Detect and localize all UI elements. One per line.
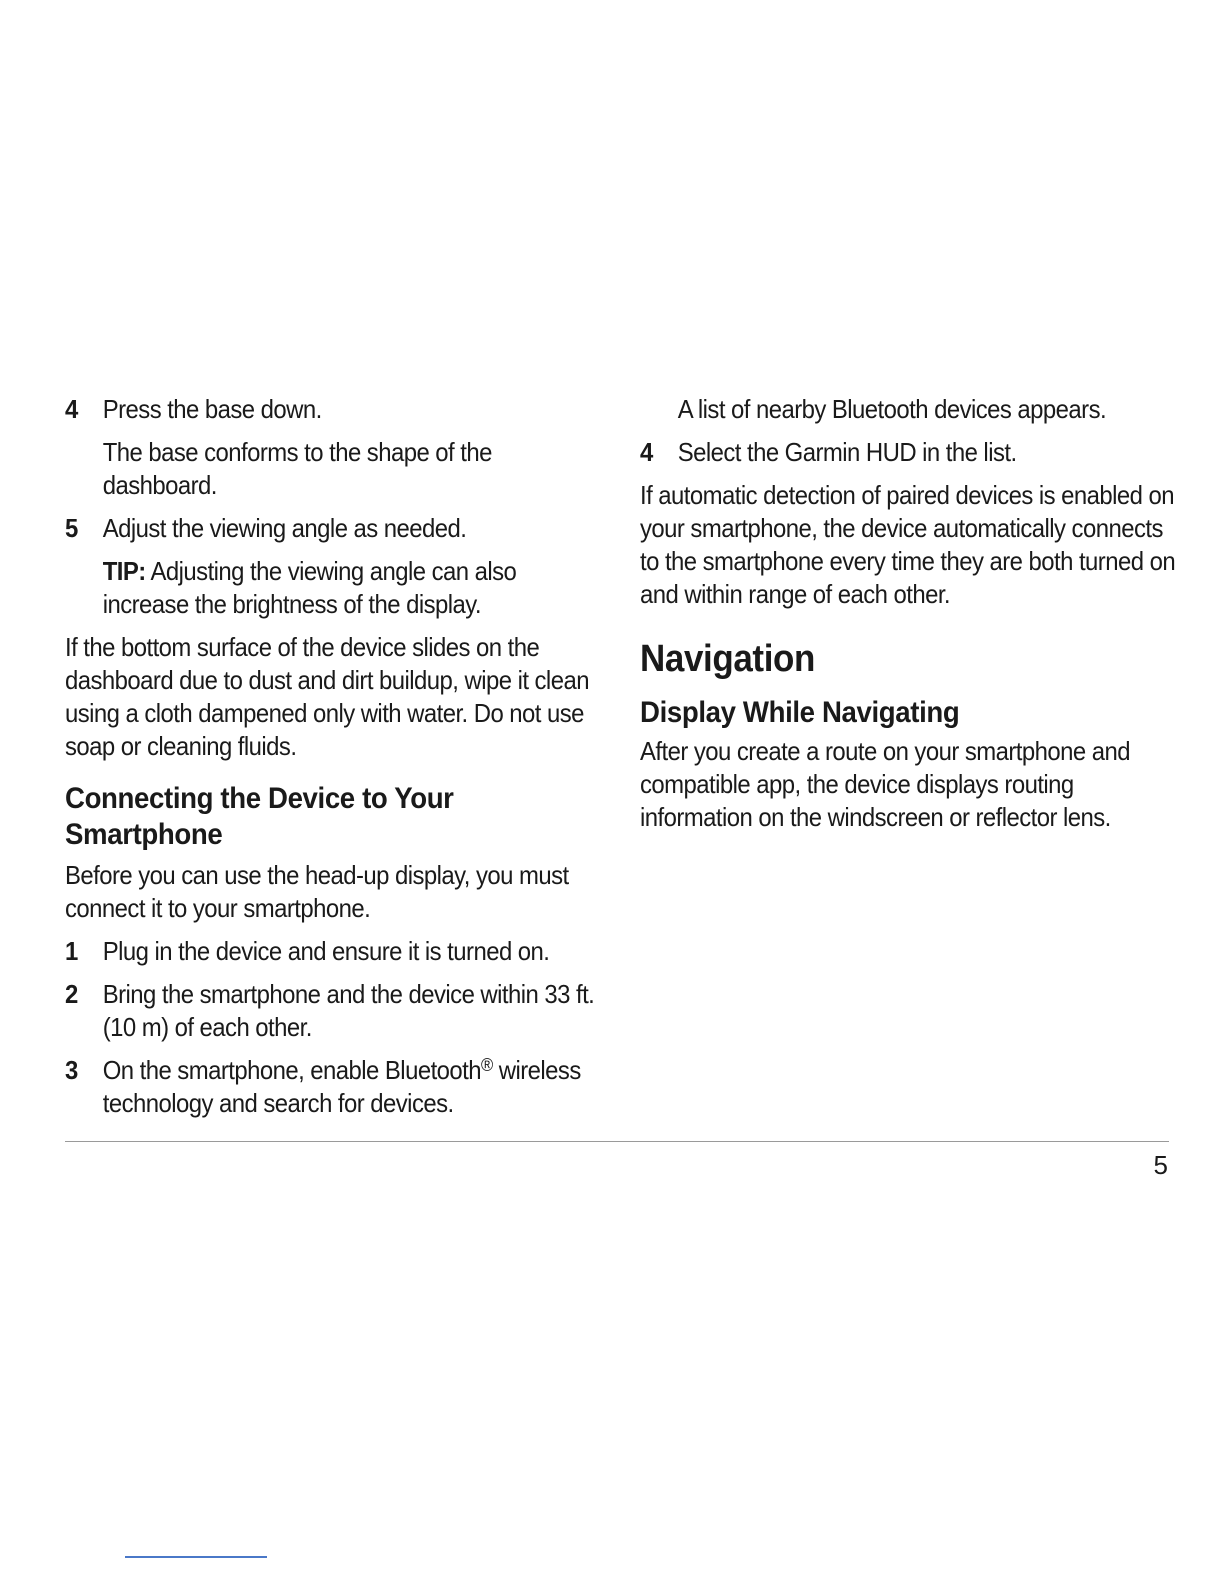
auto-detection-paragraph: If automatic detection of paired devices is enabled on your smartphone, the device automatically connects to the smartphone every time they are both turned on and within range of each other. [640, 480, 1176, 609]
step-number: 2 [65, 979, 78, 1009]
navigation-paragraph: After you create a route on your smartphone and compatible app, the device displays routing information on the windscreen or reflector lens. [640, 736, 1130, 832]
step-text: Press the base down. [102, 394, 322, 424]
step-number: 3 [65, 1055, 78, 1085]
cleaning-paragraph: If the bottom surface of the device slides on the dashboard due to dust and dirt buildup, wipe it clean using a cloth dampened only with water. Do not use soap or cleaning fluids. [65, 632, 589, 761]
step-text: Bring the smartphone and the device within 33 ft. (10 m) of each other. [102, 979, 595, 1042]
tip-label: TIP: [102, 556, 146, 586]
right-column [640, 393, 1180, 844]
connecting-intro: Before you can use the head-up display, you must connect it to your smartphone. [65, 860, 569, 923]
scan-edge-line [125, 1556, 267, 1558]
tip-note [103, 555, 597, 621]
step-1-plug-in [65, 935, 597, 968]
registered-mark: ® [481, 1055, 493, 1075]
step-3-result: A list of nearby Bluetooth devices appears. [677, 394, 1107, 424]
subsection-title-display-while-navigating: Display While Navigating [640, 696, 960, 729]
page-number: 5 [1153, 1150, 1168, 1180]
step-text: Plug in the device and ensure it is turned on. [102, 936, 550, 966]
step-4-result: The base conforms to the shape of the dashboard. [102, 437, 492, 500]
step-4-press-base [65, 393, 597, 426]
step-3-enable-bluetooth [65, 1054, 597, 1120]
step-4-select-hud [640, 436, 1177, 469]
step-number: 4 [65, 394, 78, 424]
step-number: 5 [65, 513, 78, 543]
tip-text: Adjusting the viewing angle can also increase the brightness of the display. [102, 556, 517, 619]
step-text-part: wireless technology and search for devices. [102, 1055, 581, 1118]
step-number: 4 [640, 437, 653, 467]
section-heading-connecting: Connecting the Device to Your Smartphone [65, 782, 454, 851]
step-text: Adjust the viewing angle as needed. [102, 513, 467, 543]
footer-divider [65, 1141, 1169, 1142]
step-text-part: On the smartphone, enable Bluetooth [102, 1055, 482, 1085]
step-5-adjust-angle [65, 512, 597, 545]
left-column [65, 393, 600, 1130]
step-number: 1 [65, 936, 78, 966]
step-text: Select the Garmin HUD in the list. [677, 437, 1017, 467]
section-title-navigation: Navigation [640, 638, 816, 680]
step-2-bring-within-range [65, 978, 597, 1044]
step-text [103, 1054, 597, 1120]
